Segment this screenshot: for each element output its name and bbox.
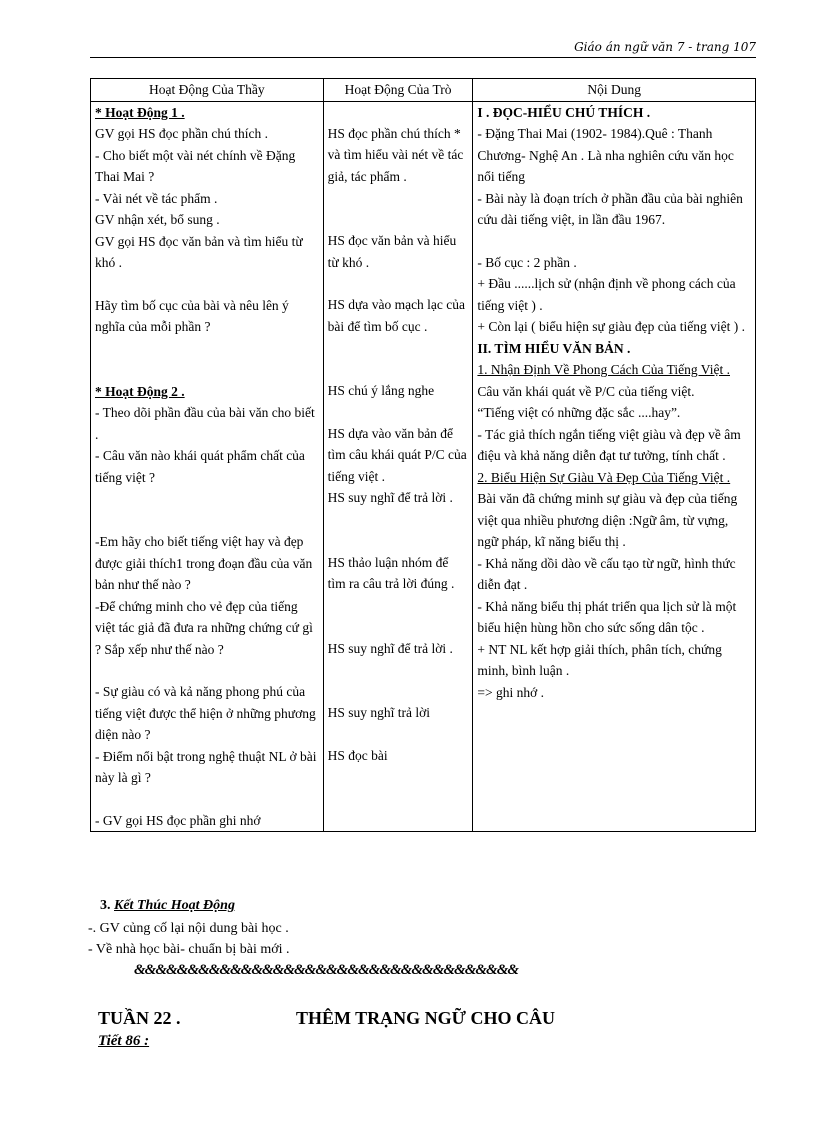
content-column bbox=[473, 101, 756, 832]
lesson-table bbox=[90, 78, 756, 832]
col-header-teacher: Hoạt Động Của Thầy bbox=[91, 79, 324, 102]
period-label: Tiết 86 : bbox=[98, 1033, 150, 1049]
content-heading: I . ĐỌC-HIỂU CHÚ THÍCH . bbox=[477, 104, 651, 120]
header-rule bbox=[90, 57, 756, 58]
teacher-item: - Cho biết một vài nét chính về Đặng Thai Mai ? bbox=[95, 147, 296, 184]
teacher-item: GV gọi HS đọc văn bản và tìm hiểu từ khó . bbox=[95, 233, 303, 270]
student-item: HS đọc văn bản và hiểu từ khó . bbox=[327, 233, 457, 270]
student-item: HS đọc phần chú thích * và tìm hiểu vài nét về tác giả, tác phẩm . bbox=[327, 125, 464, 184]
content-item: Câu văn khái quát về P/C của tiếng việt. bbox=[477, 383, 695, 399]
student-item: HS đọc bài bbox=[327, 747, 388, 763]
ending-heading bbox=[100, 898, 235, 914]
teacher-item: GV nhận xét, bổ sung . bbox=[95, 212, 220, 227]
student-item: HS thảo luận nhóm để tìm ra câu trả lời đúng . bbox=[327, 554, 455, 591]
week-label: TUẦN 22 . bbox=[98, 1008, 181, 1028]
table-body-row bbox=[91, 101, 756, 832]
content-item: + Đầu ......lịch sử (nhận định về phong cách của tiếng việt ) . bbox=[477, 276, 736, 313]
teacher-item: - Câu văn nào khái quát phẩm chất của tiếng việt ? bbox=[95, 448, 305, 485]
content-item: Bài văn đã chứng minh sự giàu và đẹp của tiếng việt qua nhiều phương diện :Ngữ âm, từ vựng, ngữ pháp, kĩ năng biểu thị . bbox=[477, 491, 738, 549]
ending-line: -. GV củng cố lại nội dung bài học . bbox=[88, 921, 289, 936]
header-note: Giáo án ngữ văn 7 - trang 107 bbox=[574, 40, 756, 54]
teacher-item: - GV gọi HS đọc phần ghi nhớ bbox=[95, 812, 261, 828]
content-item: + NT NL kết hợp giải thích, phân tích, chứng minh, bình luận . bbox=[477, 641, 722, 678]
decorative-divider: &&&&&&&&&&&&&&&&&&&&&&&&&&&&&&&&&&&& bbox=[134, 962, 519, 978]
content-subheading: 2. Biểu Hiện Sự Giàu Và Đẹp Của Tiếng Việt . bbox=[477, 469, 731, 485]
content-item: - Khả năng biểu thị phát triển qua lịch sử là một biểu hiện hùng hồn cho sức sống dân tộc . bbox=[477, 598, 737, 635]
content-item: - Bài này là đoạn trích ở phần đầu của bài nghiên cứu dài tiếng việt, in lần đầu 1967. bbox=[477, 190, 743, 227]
content-heading: II. TÌM HIỂU VĂN BẢN . bbox=[477, 340, 631, 356]
teacher-item: * Hoạt Động 2 . bbox=[95, 383, 185, 399]
ending-number: 3. bbox=[100, 898, 111, 913]
content-item: - Đặng Thai Mai (1902- 1984).Quê : Thanh Chương- Nghệ An . Là nha nghiên cứu văn học nổi tiếng bbox=[477, 126, 734, 184]
lesson-title: THÊM TRẠNG NGỮ CHO CÂU bbox=[296, 1008, 556, 1028]
teacher-column bbox=[91, 101, 324, 832]
col-header-student: Hoạt Động Của Trò bbox=[323, 79, 473, 102]
teacher-item: -Em hãy cho biết tiếng việt hay và đẹp được giải thích1 trong đoạn đầu của văn bản như thế nào ? bbox=[95, 534, 313, 592]
content-item: - Tác giả thích ngắn tiếng việt giàu và đẹp về âm điệu và khả năng diễn đạt tư tưởng, tính chất . bbox=[477, 426, 741, 463]
student-item: HS dựa vào văn bản để tìm câu khái quát P/C của tiếng việt . bbox=[327, 425, 467, 484]
teacher-item: - Điểm nổi bật trong nghệ thuật NL ở bài này là gì ? bbox=[95, 748, 317, 785]
student-item: HS suy nghĩ để trả lời . bbox=[327, 640, 453, 656]
ending-line: - Về nhà học bài- chuẩn bị bài mới . bbox=[88, 942, 290, 957]
teacher-item: -Để chứng minh cho vẻ đẹp của tiếng việt tác giả đã đưa ra những chứng cứ gì ? Sắp xếp như thế nào ? bbox=[95, 598, 313, 657]
teacher-item: - Theo dõi phần đầu của bài văn cho biết . bbox=[95, 405, 315, 442]
teacher-item: * Hoạt Động 1 . bbox=[95, 104, 185, 120]
table-header-row bbox=[91, 79, 756, 102]
content-item: “Tiếng việt có những đặc sắc ....hay”. bbox=[477, 405, 681, 420]
content-subheading: 1. Nhận Định Về Phong Cách Của Tiếng Việt . bbox=[477, 362, 730, 377]
student-item: HS chú ý lắng nghe bbox=[327, 383, 435, 398]
content-item: - Khả năng dồi dào về cấu tạo từ ngữ, hình thức diễn đạt . bbox=[477, 555, 736, 592]
student-item: HS suy nghĩ để trả lời . bbox=[327, 490, 453, 505]
teacher-item: - Sự giàu có và kả năng phong phú của tiếng việt được thể hiện ở những phương diện nào ? bbox=[95, 684, 316, 742]
teacher-item: GV gọi HS đọc phần chú thích . bbox=[95, 126, 268, 141]
student-item: HS suy nghĩ trả lời bbox=[327, 705, 431, 720]
teacher-item: Hãy tìm bố cục của bài và nêu lên ý nghĩa của mỗi phần ? bbox=[95, 297, 289, 334]
content-item: - Bố cục : 2 phần . bbox=[477, 254, 577, 270]
student-column bbox=[323, 101, 473, 832]
content-item: => ghi nhớ . bbox=[477, 684, 545, 700]
ending-title: Kết Thúc Hoạt Động bbox=[114, 898, 235, 913]
content-item: + Còn lại ( biểu hiện sự giàu đẹp của tiếng việt ) . bbox=[477, 319, 746, 334]
teacher-item: - Vài nét về tác phẩm . bbox=[95, 190, 218, 206]
col-header-content: Nội Dung bbox=[473, 79, 756, 102]
student-item: HS dựa vào mạch lạc của bài để tìm bố cục . bbox=[327, 297, 466, 334]
